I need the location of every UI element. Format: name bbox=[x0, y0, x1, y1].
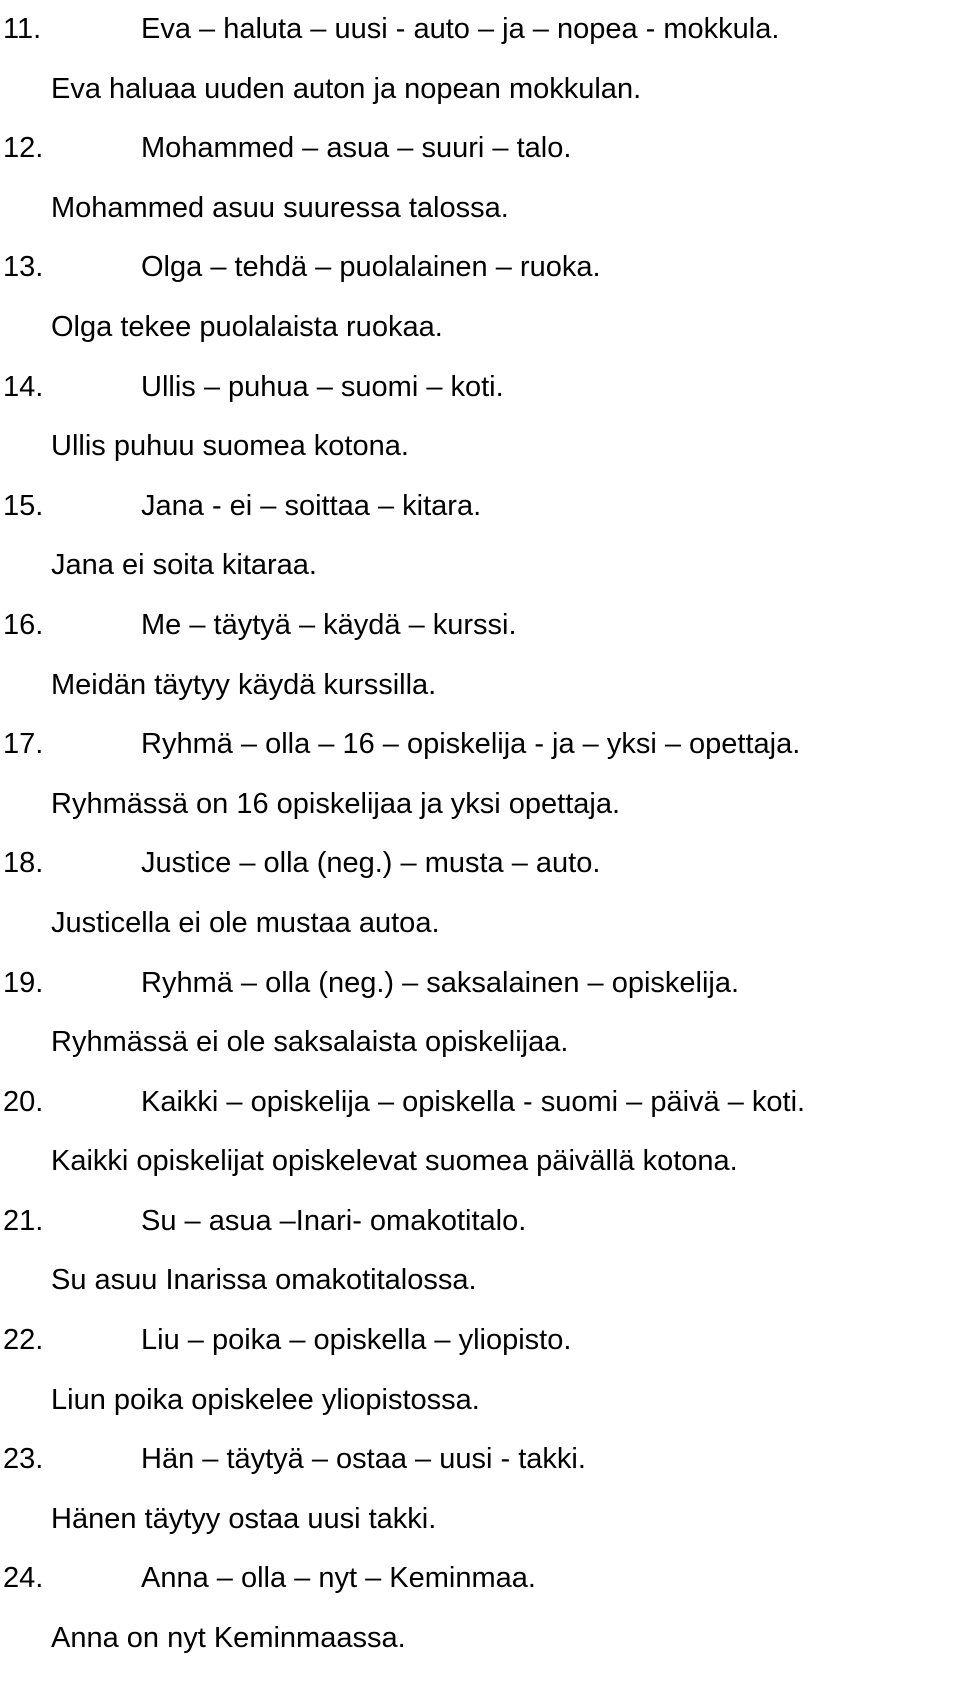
exercise-number: 13. bbox=[3, 251, 44, 284]
exercise-answer-line bbox=[0, 1490, 960, 1550]
exercise-prompt-line bbox=[0, 954, 960, 1014]
exercise-prompt-line bbox=[0, 0, 960, 60]
exercise-item bbox=[0, 715, 960, 834]
exercise-answer-line bbox=[0, 894, 960, 954]
exercise-answer: Justicella ei ole mustaa autoa. bbox=[51, 906, 440, 939]
exercise-answer-line bbox=[0, 1371, 960, 1431]
exercise-number: 23. bbox=[3, 1443, 44, 1476]
exercise-item bbox=[0, 358, 960, 477]
exercise-answer: Olga tekee puolalaista ruokaa. bbox=[51, 310, 443, 343]
exercise-answer: Mohammed asuu suuressa talossa. bbox=[51, 191, 509, 224]
exercise-item bbox=[0, 477, 960, 596]
exercise-answer: Anna on nyt Keminmaassa. bbox=[51, 1622, 406, 1655]
exercise-answer: Liun poika opiskelee yliopistossa. bbox=[51, 1383, 480, 1416]
exercise-prompt: Ullis – puhua – suomi – koti. bbox=[141, 370, 504, 403]
exercise-prompt-line bbox=[0, 1311, 960, 1371]
exercise-prompt: Eva – haluta – uusi - auto – ja – nopea - mokkula. bbox=[141, 13, 780, 45]
exercise-prompt: Su – asua –Inari- omakotitalo. bbox=[141, 1204, 527, 1237]
exercise-item bbox=[0, 1311, 960, 1430]
exercise-prompt-line bbox=[0, 477, 960, 537]
exercise-answer-line bbox=[0, 656, 960, 716]
exercise-number: 24. bbox=[3, 1562, 44, 1595]
exercise-prompt: Ryhmä – olla (neg.) – saksalainen – opiskelija. bbox=[141, 966, 740, 999]
exercise-number: 18. bbox=[3, 847, 44, 880]
exercise-item bbox=[0, 834, 960, 953]
exercise-number: 21. bbox=[3, 1204, 44, 1237]
exercise-prompt: Mohammed – asua – suuri – talo. bbox=[141, 132, 572, 165]
exercise-number: 20. bbox=[3, 1085, 44, 1118]
exercise-answer-line bbox=[0, 60, 960, 120]
exercise-prompt: Me – täytyä – käydä – kurssi. bbox=[141, 608, 517, 641]
exercise-item bbox=[0, 238, 960, 357]
exercise-prompt-line bbox=[0, 596, 960, 656]
exercise-number: 15. bbox=[3, 489, 44, 522]
exercise-answer-line bbox=[0, 417, 960, 477]
exercise-item bbox=[0, 119, 960, 238]
exercise-answer: Ryhmässä ei ole saksalaista opiskelijaa. bbox=[51, 1026, 569, 1059]
exercise-answer: Ullis puhuu suomea kotona. bbox=[51, 430, 409, 463]
exercise-prompt-line bbox=[0, 1192, 960, 1252]
exercise-answer-line bbox=[0, 298, 960, 358]
exercise-prompt-line bbox=[0, 119, 960, 179]
exercise-prompt: Ryhmä – olla – 16 – opiskelija - ja – yksi – opettaja. bbox=[141, 728, 801, 761]
exercise-item bbox=[0, 1073, 960, 1192]
exercise-prompt: Liu – poika – opiskella – yliopisto. bbox=[141, 1324, 572, 1357]
exercise-answer-line bbox=[0, 1609, 960, 1669]
exercise-answer: Eva haluaa uuden auton ja nopean mokkulan. bbox=[51, 72, 642, 105]
exercise-number: 12. bbox=[3, 132, 44, 165]
exercise-answer: Meidän täytyy käydä kurssilla. bbox=[51, 668, 437, 701]
exercise-answer-line bbox=[0, 1013, 960, 1073]
exercise-prompt-line bbox=[0, 834, 960, 894]
exercise-answer-line bbox=[0, 179, 960, 239]
exercise-number: 19. bbox=[3, 966, 44, 999]
exercise-answer: Kaikki opiskelijat opiskelevat suomea päivällä kotona. bbox=[51, 1145, 738, 1178]
exercise-prompt-line bbox=[0, 1549, 960, 1609]
exercise-answer: Su asuu Inarissa omakotitalossa. bbox=[51, 1264, 477, 1297]
exercise-answer-line bbox=[0, 1132, 960, 1192]
exercise-number: 22. bbox=[3, 1324, 44, 1357]
exercise-number: 17. bbox=[3, 728, 44, 761]
exercise-prompt-line bbox=[0, 1430, 960, 1490]
exercise-item bbox=[0, 954, 960, 1073]
exercise-answer-line bbox=[0, 536, 960, 596]
exercise-prompt-line bbox=[0, 1073, 960, 1133]
exercise-prompt: Justice – olla (neg.) – musta – auto. bbox=[141, 847, 601, 880]
exercise-number: 11. bbox=[3, 13, 42, 45]
exercise-prompt-line bbox=[0, 238, 960, 298]
exercise-answer: Ryhmässä on 16 opiskelijaa ja yksi opettaja. bbox=[51, 787, 621, 820]
exercise-prompt-line bbox=[0, 358, 960, 418]
exercise-prompt: Hän – täytyä – ostaa – uusi - takki. bbox=[141, 1443, 586, 1476]
exercise-item bbox=[0, 1192, 960, 1311]
exercise-number: 14. bbox=[3, 370, 44, 403]
exercise-prompt: Olga – tehdä – puolalainen – ruoka. bbox=[141, 251, 601, 284]
exercise-prompt: Jana - ei – soittaa – kitara. bbox=[141, 489, 482, 522]
exercise-answer: Hänen täytyy ostaa uusi takki. bbox=[51, 1502, 437, 1535]
exercise-prompt-line bbox=[0, 715, 960, 775]
exercise-number: 16. bbox=[3, 608, 44, 641]
exercise-answer-line bbox=[0, 1251, 960, 1311]
exercise-item bbox=[0, 596, 960, 715]
exercise-prompt: Anna – olla – nyt – Keminmaa. bbox=[141, 1562, 536, 1595]
exercise-answer: Jana ei soita kitaraa. bbox=[51, 549, 317, 582]
exercise-answer-line bbox=[0, 775, 960, 835]
exercise-item bbox=[0, 1549, 960, 1668]
exercise-item bbox=[0, 0, 960, 119]
exercise-item bbox=[0, 1430, 960, 1549]
exercise-prompt: Kaikki – opiskelija – opiskella - suomi – päivä – koti. bbox=[141, 1085, 806, 1118]
